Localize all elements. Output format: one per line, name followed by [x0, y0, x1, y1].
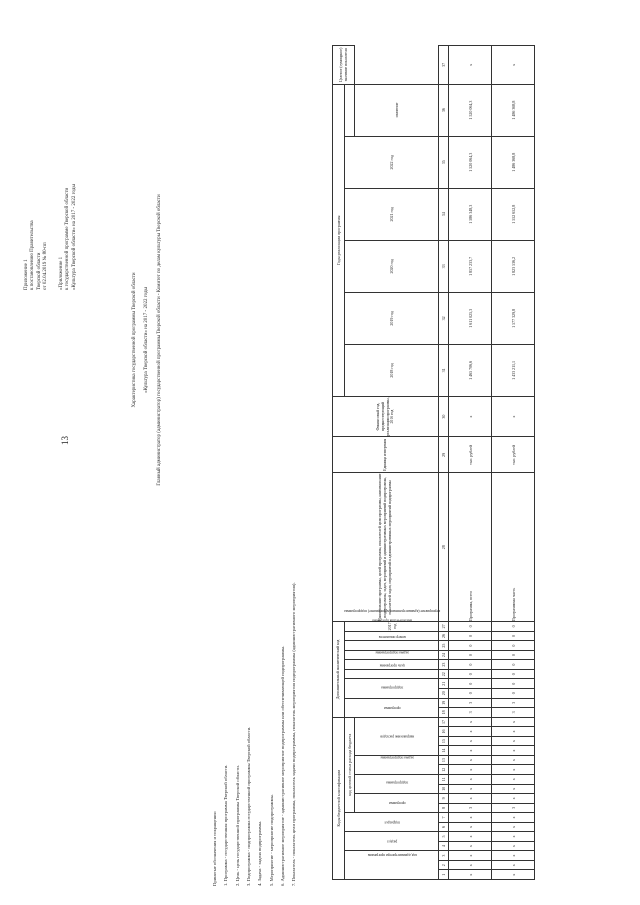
col-number: 15 — [439, 736, 449, 746]
annex-line: к государственной программе Тверской области — [65, 187, 71, 290]
value-2019: 1 823 536,2 — [492, 240, 535, 292]
header-program: программа — [388, 801, 406, 806]
value-final: х — [492, 46, 535, 85]
annex-line: к постановлению Правительства — [30, 220, 36, 290]
annex-line: «Культура Тверской области» на 2017 - 2022 годы — [71, 184, 77, 290]
col-number: 37 — [439, 46, 449, 85]
col-number: 30 — [439, 396, 449, 436]
col-number: 13 — [439, 755, 449, 765]
header-measure: мероприятие (административное мероприятие) подпрограммы — [343, 609, 441, 614]
code-cell: 0 — [449, 669, 492, 679]
column-number-row — [439, 46, 449, 880]
col-number: 6 — [439, 822, 449, 832]
code-cell: 3 — [449, 708, 492, 718]
header-final-value: Целевое (суммарное) значение показателя — [333, 46, 355, 85]
value-2018: 1 611 025,3 — [449, 292, 492, 344]
code-cell: х — [449, 841, 492, 851]
value-2020: 1 586 348,3 — [449, 188, 492, 240]
value-2021: 1 520 064,3 — [449, 136, 492, 188]
code-cell: х — [449, 755, 492, 765]
header-admin-code: код администратора программы — [367, 852, 417, 857]
col-number: 8 — [439, 803, 449, 813]
code-cell: х — [492, 851, 535, 861]
value-2018: 1 577 329,8 — [492, 292, 535, 344]
value-2019: 1 857 233,7 — [449, 240, 492, 292]
col-number: 3 — [439, 851, 449, 861]
col-number: 25 — [439, 641, 449, 651]
header-dop-subprogram: подпрограмма — [381, 684, 403, 689]
code-cell: х — [449, 736, 492, 746]
col-number: 2 — [439, 860, 449, 870]
col-number: 26 — [439, 631, 449, 641]
header-section: раздел — [387, 839, 397, 844]
code-cell: х — [492, 784, 535, 794]
value-2022: 1 486 368,8 — [492, 84, 535, 136]
year-2022: 2022 год — [345, 136, 439, 188]
table-row-program-part — [492, 46, 535, 880]
code-cell: х — [492, 860, 535, 870]
document-title — [132, 90, 169, 590]
header-subprogram-task: задача подпрограммы — [380, 755, 414, 760]
col-number: 35 — [439, 136, 449, 188]
value-2020: 1 552 652,8 — [492, 188, 535, 240]
note-item: 5. Мероприятие - мероприятие подпрограммы. — [268, 794, 274, 886]
note-item: 1. Программа - государственная программа Тверской области. — [223, 764, 229, 886]
code-cell: 0 — [492, 622, 535, 632]
header-expense-direction: направление расходов — [380, 734, 414, 739]
code-cell: х — [492, 841, 535, 851]
col-number: 28 — [439, 473, 449, 622]
code-cell: х — [449, 746, 492, 756]
row-unit: тыс. рублей — [449, 437, 492, 473]
header-dop-program: программа — [383, 705, 401, 710]
col-number: 19 — [439, 698, 449, 708]
code-cell: х — [492, 746, 535, 756]
header-goal: цель программы — [379, 664, 405, 669]
annex-line: Тверской области — [36, 252, 42, 290]
code-cell: х — [492, 755, 535, 765]
code-cell: х — [492, 870, 535, 880]
row-name: Программная часть — [492, 473, 535, 622]
annex-line: Приложение 1 — [24, 259, 29, 290]
value-2017: 1 465 706,6 — [449, 344, 492, 396]
code-cell: 3 — [449, 698, 492, 708]
program-characteristics-table — [332, 45, 535, 880]
code-cell: х — [449, 870, 492, 880]
code-cell: х — [449, 774, 492, 784]
code-cell: 3 — [492, 803, 535, 813]
code-cell: х — [449, 784, 492, 794]
header-analytic-program: аналитическая программа — [372, 618, 412, 623]
header-years: Годы реализации программы — [333, 84, 345, 396]
code-cell: 0 — [449, 689, 492, 699]
code-cell: 0 — [449, 679, 492, 689]
value-final: х — [449, 46, 492, 85]
col-number: 32 — [439, 292, 449, 344]
row-base-year: х — [492, 396, 535, 436]
year-2020: 2020 год — [345, 240, 439, 292]
code-cell: х — [449, 822, 492, 832]
code-cell: 3 — [492, 708, 535, 718]
col-number: 34 — [439, 188, 449, 240]
code-cell: х — [449, 860, 492, 870]
note-item: 4. Задача - задача подпрограммы. — [257, 820, 263, 886]
code-cell: х — [492, 832, 535, 842]
header-additional-code: Дополнительный аналитический код — [333, 622, 345, 718]
col-number: 29 — [439, 437, 449, 473]
value-2022: 1 520 064,3 — [449, 84, 492, 136]
table-row-program-total — [449, 46, 492, 880]
annex-line: от 02.04.2019 № 80-пп — [42, 242, 48, 290]
code-cell: х — [492, 813, 535, 823]
page-number: 13 — [60, 436, 70, 445]
notes-intro: Принятые обозначения и сокращения: — [212, 811, 217, 886]
col-number: 22 — [439, 669, 449, 679]
col-number: 20 — [439, 689, 449, 699]
code-cell: 0 — [492, 679, 535, 689]
code-cell: х — [492, 727, 535, 737]
code-cell: х — [449, 717, 492, 727]
code-cell: х — [449, 794, 492, 804]
title-line: Главный администратор (администратор) государственной программы Тверской области - Комитет по делам культуры Тверской области — [156, 194, 162, 486]
col-number: 1 — [439, 870, 449, 880]
code-cell: 0 — [449, 622, 492, 632]
col-number: 5 — [439, 832, 449, 842]
year-2017: 2017 год — [345, 622, 439, 632]
code-cell: х — [492, 765, 535, 775]
row-name: Программа, всего — [449, 473, 492, 622]
code-cell: х — [492, 717, 535, 727]
note-item: 6. Административное мероприятие - административное мероприятие подпрограммы или обеспечивающей подпрограммы. — [279, 645, 285, 886]
header-indicator-number: номер показателя — [378, 634, 406, 639]
header-task: задача подпрограммы — [375, 650, 409, 655]
col-number: 4 — [439, 841, 449, 851]
col-number: 16 — [439, 727, 449, 737]
code-cell: 0 — [449, 641, 492, 651]
code-cell: 0 — [449, 631, 492, 641]
code-cell: х — [449, 851, 492, 861]
col-number: 31 — [439, 344, 449, 396]
code-cell: 3 — [449, 803, 492, 813]
header-subprogram: подпрограмма — [386, 780, 408, 785]
code-cell: 0 — [492, 641, 535, 651]
code-cell: 0 — [449, 660, 492, 670]
header-budget-codes: Коды бюджетной классификации — [333, 717, 345, 879]
title-line: Характеристика государственной программы Тверской области — [132, 272, 137, 408]
code-cell: 0 — [492, 689, 535, 699]
code-cell: х — [492, 794, 535, 804]
col-number: 17 — [439, 717, 449, 727]
col-number: 10 — [439, 784, 449, 794]
value-2017: 1 433 211,1 — [492, 344, 535, 396]
row-unit: тыс. рублей — [492, 437, 535, 473]
code-cell: х — [492, 822, 535, 832]
code-cell: х — [449, 765, 492, 775]
rotated-document-page — [4, 10, 604, 890]
col-number: 14 — [439, 746, 449, 756]
header-unit: Единица измерения — [333, 437, 439, 473]
col-number: 12 — [439, 765, 449, 775]
header-subsection: подраздел — [384, 820, 400, 825]
col-number: 27 — [439, 622, 449, 632]
year-2021: 2021 год — [345, 188, 439, 240]
header-value: значение — [355, 84, 439, 136]
code-cell: 0 — [492, 650, 535, 660]
col-number: 36 — [439, 84, 449, 136]
row-base-year: х — [449, 396, 492, 436]
annex-block — [24, 60, 78, 290]
col-number: 21 — [439, 679, 449, 689]
col-number: 33 — [439, 240, 449, 292]
code-cell: 0 — [492, 669, 535, 679]
year-2019: 2019 год — [345, 292, 439, 344]
col-number: 23 — [439, 660, 449, 670]
code-cell: х — [492, 736, 535, 746]
code-cell: 3 — [492, 698, 535, 708]
code-cell: х — [449, 727, 492, 737]
header-base-year: Финансовый год, предшествующий реализации программы, 2016 год — [333, 396, 439, 436]
header-name: Наименование программы, целей программы, показателей цели программы, наименование подпрограммы, задач, мероприятий и административных мероприятий подпрограммы, показателей задач, мероприятий и административных мероприятий подпрограммы — [333, 473, 439, 622]
col-number: 18 — [439, 708, 449, 718]
title-line: «Культура Тверской области» на 2017 - 2022 годы — [144, 287, 150, 393]
note-item: 3. Подпрограмма - подпрограмма государственной программы Тверской области. — [245, 726, 251, 886]
note-item: 2. Цель - цель государственной программы Тверской области. — [234, 765, 240, 886]
code-cell: 0 — [449, 650, 492, 660]
code-cell: 0 — [492, 660, 535, 670]
col-number: 9 — [439, 794, 449, 804]
code-cell: х — [449, 832, 492, 842]
code-cell: х — [492, 774, 535, 784]
code-cell: 0 — [492, 631, 535, 641]
value-2021: 1 486 368,8 — [492, 136, 535, 188]
annex-line: «Приложение 1 — [59, 256, 64, 290]
year-2018: 2018 год — [345, 344, 439, 396]
col-number: 7 — [439, 813, 449, 823]
col-number: 24 — [439, 650, 449, 660]
abbreviations-notes — [212, 246, 303, 886]
note-item: 7. Показатель - показатель цели программы, показатель задачи подпрограммы, показатель мероприятия подпрограммы (административного мероприятия). — [291, 582, 297, 886]
header-kcsr: код целевой статьи расхода бюджета — [345, 717, 355, 813]
code-cell: х — [449, 813, 492, 823]
col-number: 11 — [439, 774, 449, 784]
